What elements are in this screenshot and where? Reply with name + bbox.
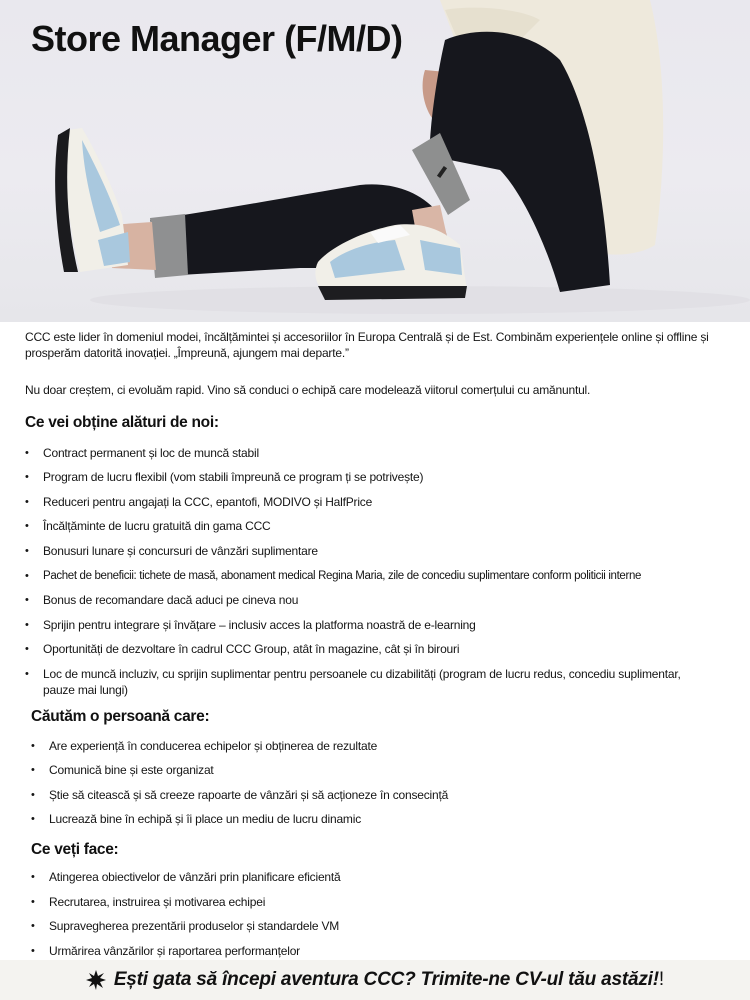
hero-banner [0, 0, 750, 322]
cta-footer [0, 960, 750, 1000]
benefits-heading: Ce vei obține alături de noi: [25, 414, 219, 431]
bullet-icon: • [25, 520, 29, 532]
bullet-icon: • [25, 496, 29, 508]
bullet-icon: • [31, 813, 35, 825]
intro-line-1: CCC este lider în domeniul modei, încălțămintei și accesoriilor în Europa Centrală și de Est. Combinăm experiențele online și offline și [25, 330, 709, 344]
cta-text: Ești gata să începi aventura CCC? Trimite-ne CV-ul tău astăzi! [113, 969, 659, 990]
responsibilities-heading: Ce veți face: [31, 841, 119, 858]
bullet-icon: • [25, 668, 29, 680]
cta-exclamation: ! [658, 969, 665, 990]
bullet-icon: • [31, 871, 35, 883]
intro-paragraph-2: Nu doar creștem, ci evoluăm rapid. Vino să conduci o echipă care modelează viitorul comerțului cu amănuntul. [25, 383, 591, 397]
requirements-heading: Căutăm o persoană care: [31, 708, 210, 725]
bullet-icon: • [31, 896, 35, 908]
job-title: Store Manager (F/M/D) [31, 18, 403, 59]
bullet-icon: • [25, 619, 29, 631]
bullet-icon: • [25, 545, 29, 557]
bullet-icon: • [31, 920, 35, 932]
bullet-icon: • [25, 643, 29, 655]
intro-line-2: prosperăm datorită inovației. „Împreună, ajungem mai departe.” [25, 346, 349, 360]
bullet-icon: • [25, 570, 29, 582]
bullet-icon: • [31, 789, 35, 801]
bullet-icon: • [25, 471, 29, 483]
bullet-icon: • [31, 740, 35, 752]
bullet-icon: • [31, 945, 35, 957]
intro-paragraph [25, 329, 725, 361]
bullet-icon: • [31, 764, 35, 776]
bullet-icon: • [25, 447, 29, 459]
star-burst-icon [86, 970, 106, 990]
bullet-icon: • [25, 594, 29, 606]
